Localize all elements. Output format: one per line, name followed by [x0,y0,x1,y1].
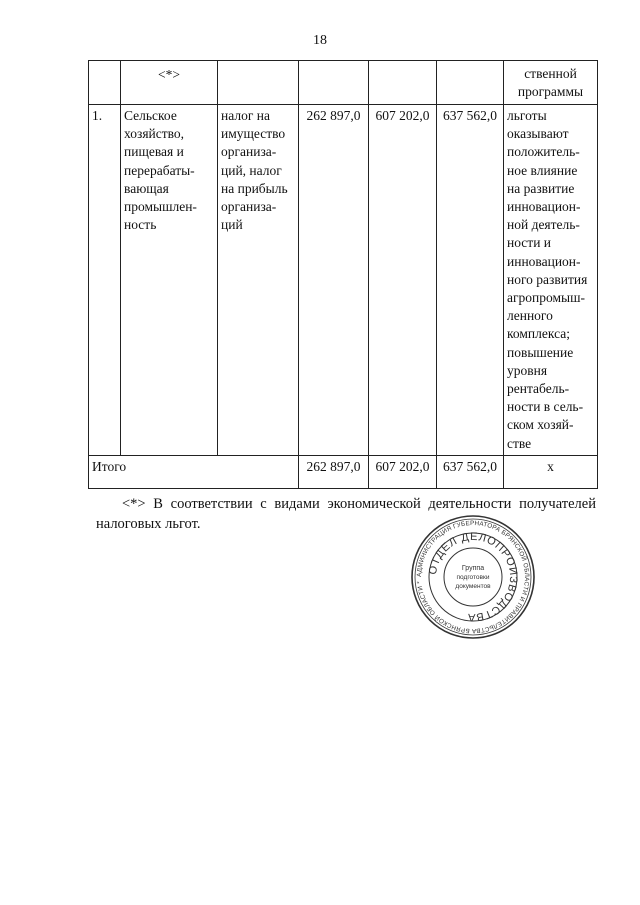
sector-cell: Сельское хозяйство, пищевая и перерабаты- вающая промышлен- ность [121,105,218,456]
table-row [89,105,598,456]
effect-cell: льготы оказывают положитель- ное влияние на развитие инновацион- ной деятель- ности и инновацион- ного развития агропромыш- ленного комплекса; повышение уровня рентабель- ности в сель- ском хозяй- стве [504,105,598,456]
header-cell-program: ственной программы [504,61,598,105]
header-cell-1 [89,61,121,105]
tax-type-cell: налог на имущество организа- ций, налог на прибыль организа- ций [218,105,299,456]
header-cell-activity: <*> [121,61,218,105]
page-number: 18 [313,33,327,48]
header-cell-5 [369,61,437,105]
footnote: <*> В соответствии с видами экономической деятельности получателей налоговых льгот. [96,496,596,532]
tax-benefits-table [88,60,598,489]
stamp-center-line-2: подготовки [456,574,490,581]
total-value-2: 607 202,0 [369,455,437,488]
header-cell-3 [218,61,299,105]
total-label: Итого [89,455,299,488]
official-stamp [410,514,536,640]
header-cell-4 [299,61,369,105]
total-mark: х [504,455,598,488]
row-number: 1. [89,105,121,456]
value-cell-3: 637 562,0 [437,105,504,456]
stamp-center-line-3: документов [455,583,491,590]
total-value-1: 262 897,0 [299,455,369,488]
value-cell-1: 262 897,0 [299,105,369,456]
total-row [89,455,598,488]
table-header-row [89,61,598,105]
total-value-3: 637 562,0 [437,455,504,488]
value-cell-2: 607 202,0 [369,105,437,456]
stamp-middle-text: ОТДЕЛ ДЕЛОПРОИЗВОДСТВА [426,530,520,624]
stamp-center-line-1: Группа [461,565,485,572]
stamp-outer-text: АДМИНИСТРАЦИЯ ГУБЕРНАТОРА БРЯНСКОЙ ОБЛАСТИ И ПРАВИТЕЛЬСТВА БРЯНСКОЙ ОБЛАСТИ * [415,519,531,635]
header-cell-6 [437,61,504,105]
